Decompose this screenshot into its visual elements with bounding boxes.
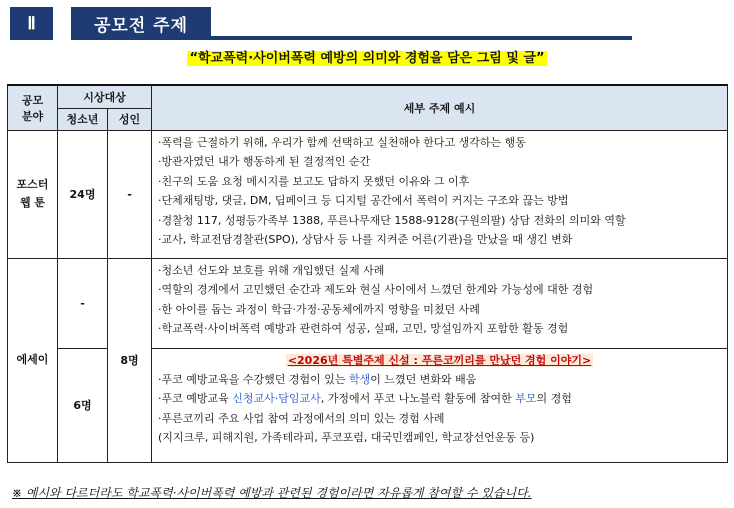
special-item-1-highlight: 학생	[349, 372, 371, 386]
header-target: 시상대상	[58, 85, 152, 108]
section-number: Ⅱ	[10, 7, 53, 40]
list-item: (지지크루, 피해지원, 가족테라피, 푸코포럼, 대국민캠페인, 학교장선언운동 등)	[158, 431, 535, 445]
special-item-2-text-c: 의 경험	[536, 392, 572, 406]
header-details: 세부 주제 예시	[152, 85, 728, 130]
list-item	[158, 389, 721, 409]
essay-youth-general-count: -	[58, 258, 108, 348]
theme-subtitle	[0, 50, 734, 68]
list-item: ·학교폭력·사이버폭력 예방과 관련하여 성공, 실패, 고민, 망설임까지 포함한 활동 경험	[158, 322, 569, 336]
theme-subtitle-text: “학교폭력·사이버폭력 예방의 의미와 경험을 담은 그림 및 글”	[189, 51, 545, 66]
section-header	[10, 7, 632, 41]
special-item-2-highlight-1: 신청교사·담임교사	[232, 392, 321, 406]
essay-category: 에세이	[8, 258, 58, 462]
footer-note: ※ 예시와 다르더라도 학교폭력·사이버폭력 예방과 관련된 경험이라면 자유롭게 참여할 수 있습니다.	[12, 486, 532, 500]
topic-table	[7, 84, 728, 463]
poster-items	[152, 130, 728, 258]
poster-category-line2: 웹 툰	[19, 196, 46, 209]
list-item: ·푸른코끼리 주요 사업 참여 과정에서의 의미 있는 경험 사례	[158, 411, 445, 425]
essay-adult-count: 8명	[108, 258, 152, 462]
special-item-1-text-b: 이 느꼈던 변화와 배움	[370, 372, 477, 386]
list-item: ·교사, 학교전담경찰관(SPO), 상담사 등 나를 지켜준 어른(기관)을 만났을 때 생긴 변화	[158, 233, 573, 247]
special-item-1-text-a: ·푸코 예방교육을 수강했던 경험이 있는	[158, 372, 350, 386]
list-item: ·폭력을 근절하기 위해, 우리가 함께 선택하고 실천해야 한다고 생각하는 행동	[158, 135, 526, 149]
list-item: ·청소년 선도와 보호를 위해 개입했던 실제 사례	[158, 263, 385, 277]
header-adult: 성인	[108, 108, 152, 130]
list-item: ·방관자였던 내가 행동하게 된 결정적인 순간	[158, 155, 371, 169]
essay-items	[152, 258, 728, 348]
list-item: ·단체채팅방, 댓글, DM, 딥페이크 등 디지털 공간에서 폭력이 커지는 구조와 끊는 방법	[158, 194, 569, 208]
essay-youth-special-count: 6명	[58, 348, 108, 462]
special-topic-title	[158, 352, 721, 370]
section-underline	[211, 36, 632, 40]
special-item-2-text-b: , 가정에서 푸코 나노블럭 활동에 참여한	[320, 392, 516, 406]
poster-youth-count: 24명	[58, 130, 108, 258]
poster-category-line1: 포스터	[16, 178, 49, 191]
special-topic-title-text: <2026년 특별주제 신설 : 푸른코끼리를 만났던 경험 이야기>	[287, 353, 592, 367]
list-item: ·한 아이를 돕는 과정이 학급·가정·공동체에까지 영향을 미쳤던 사례	[158, 302, 480, 316]
header-field	[8, 85, 58, 130]
header-field-top: 공모	[21, 93, 44, 107]
list-item: ·친구의 도움 요청 메시지를 보고도 답하지 못했던 이유와 그 이후	[158, 174, 470, 188]
essay-special-items	[152, 348, 728, 462]
special-item-2-highlight-2: 부모	[515, 392, 537, 406]
poster-adult-count: -	[108, 130, 152, 258]
header-field-bottom: 분야	[21, 109, 44, 123]
section-title: 공모전 주제	[71, 7, 211, 40]
list-item	[158, 370, 721, 390]
special-item-2-text-a: ·푸코 예방교육	[158, 392, 233, 406]
poster-category	[8, 130, 58, 258]
list-item: ·역할의 경계에서 고민했던 순간과 제도와 현실 사이에서 느꼈던 한계와 가능성에 대한 경험	[158, 283, 594, 297]
header-youth: 청소년	[58, 108, 108, 130]
list-item: ·경찰청 117, 성평등가족부 1388, 푸른나무재단 1588-9128(구원의팔) 상담 전화의 의미와 역할	[158, 213, 626, 227]
